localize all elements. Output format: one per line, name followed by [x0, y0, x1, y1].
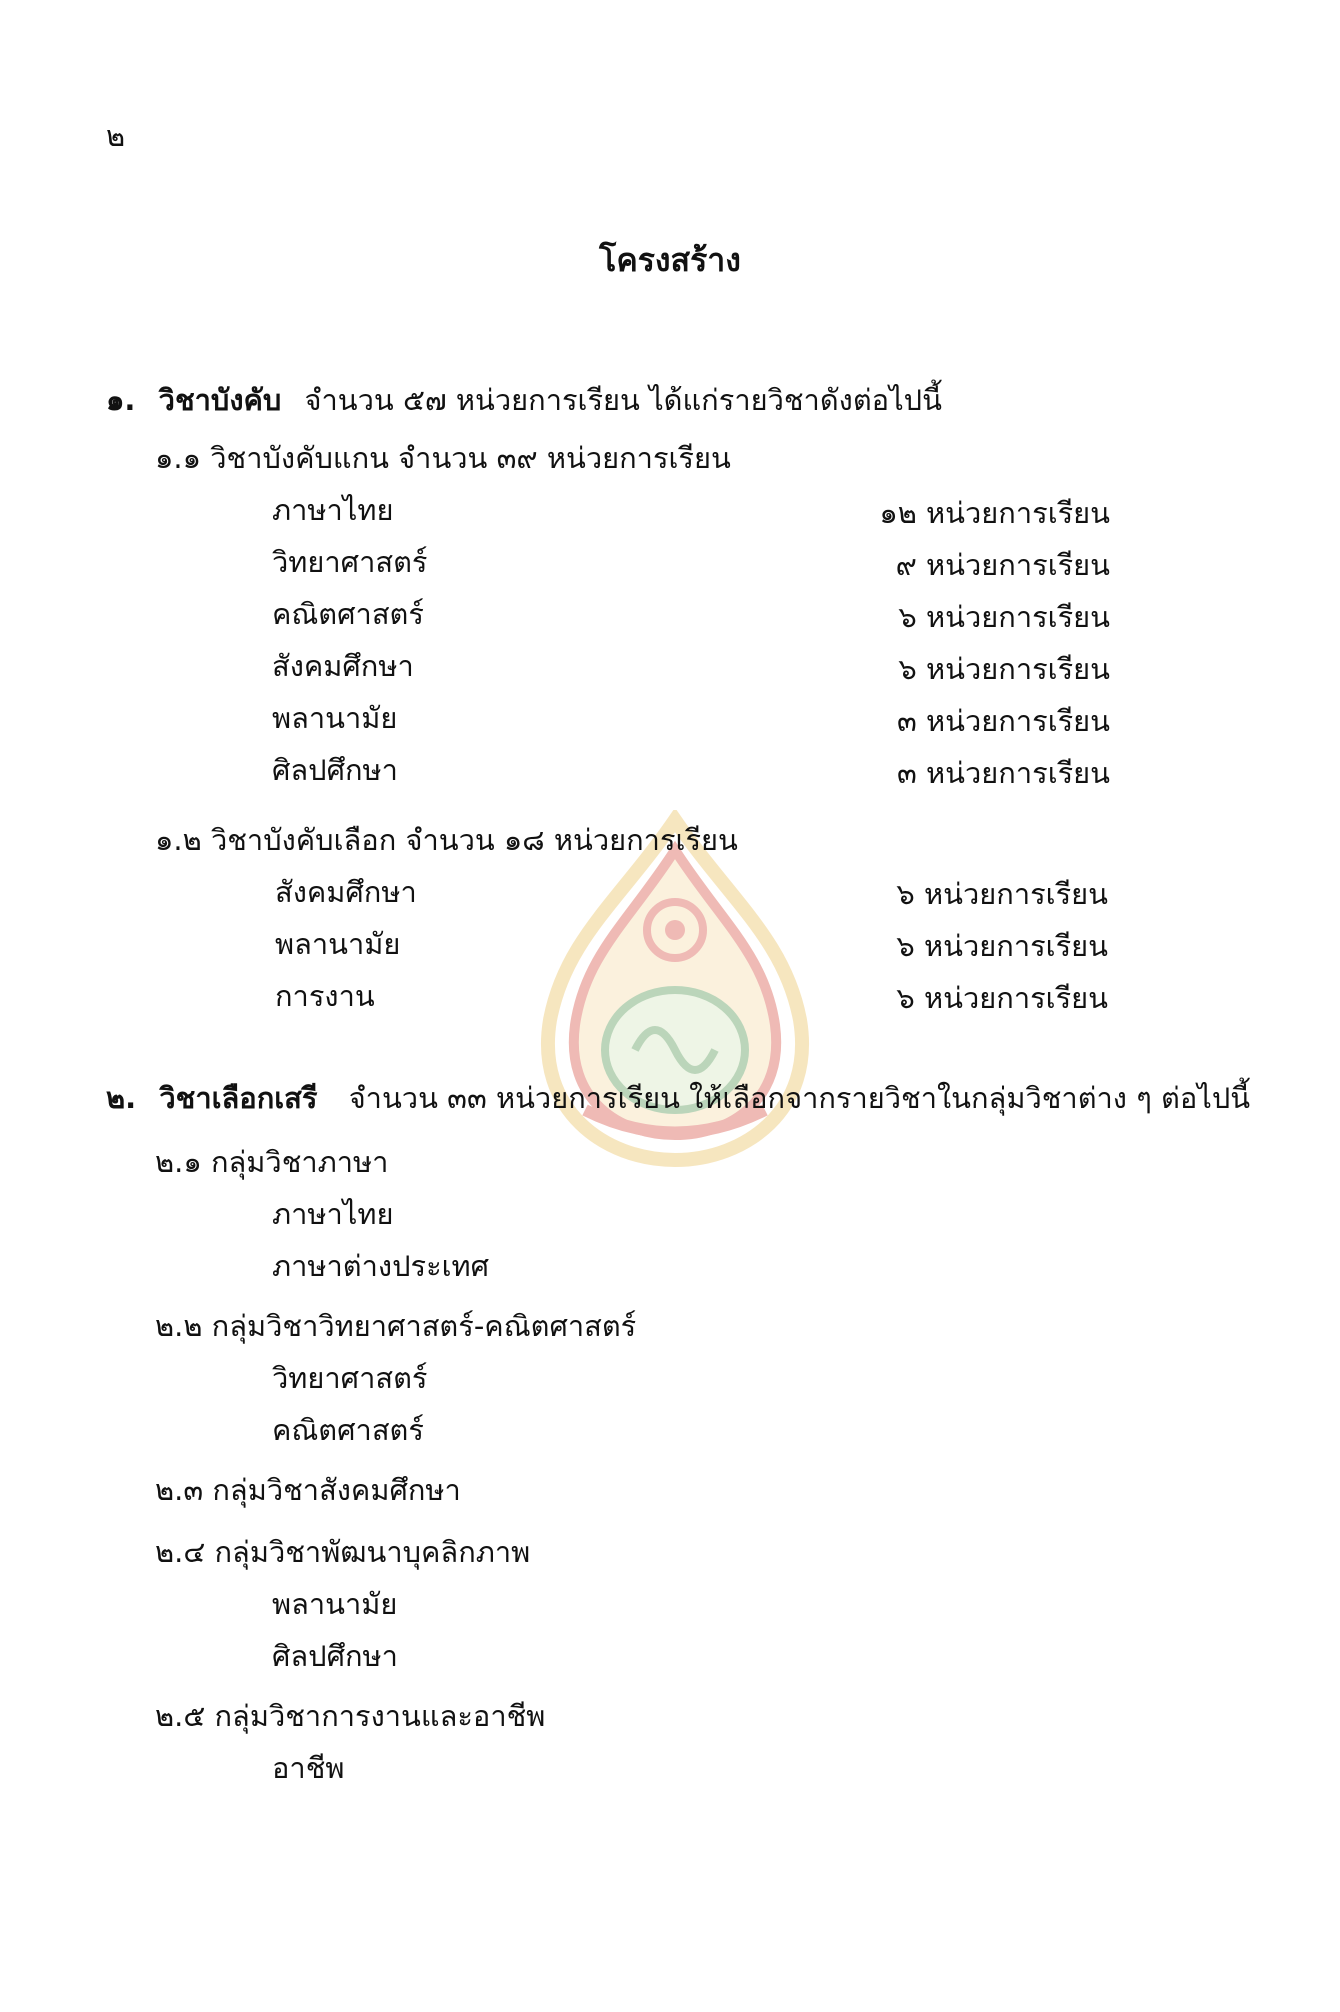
group-item: วิทยาศาสตร์	[272, 1361, 428, 1395]
subject-units: ๖ หน่วยการเรียน	[898, 600, 1110, 634]
section2-number: ๒.	[106, 1081, 137, 1115]
section1-number: ๑.	[106, 383, 136, 417]
subject-units: ๖ หน่วยการเรียน	[896, 981, 1108, 1015]
subject-units: ๖ หน่วยการเรียน	[898, 652, 1110, 686]
subject-name: พลานามัย	[275, 927, 401, 961]
subject-units: ๖ หน่วยการเรียน	[896, 877, 1108, 911]
subject-name: การงาน	[275, 979, 375, 1013]
subject-name: คณิตศาสตร์	[272, 597, 424, 631]
group-item: อาชีพ	[272, 1751, 345, 1785]
subject-units: ๙ หน่วยการเรียน	[895, 548, 1110, 582]
subject-units: ๓ หน่วยการเรียน	[897, 756, 1110, 790]
group-item: ศิลปศึกษา	[272, 1639, 398, 1673]
group-title: ๒.๕ กลุ่มวิชาการงานและอาชีพ	[155, 1699, 546, 1733]
group-item: ภาษาไทย	[272, 1197, 394, 1231]
subject-units: ๑๒ หน่วยการเรียน	[879, 496, 1110, 530]
section2-heading: วิชาเลือกเสรี	[159, 1081, 318, 1115]
group-item: ภาษาต่างประเทศ	[272, 1249, 490, 1283]
section1-description: จำนวน ๕๗ หน่วยการเรียน ได้แก่รายวิชาดังต่อไปนี้	[304, 383, 942, 417]
section2-heading-line	[106, 1081, 1251, 1115]
subject-name: พลานามัย	[272, 701, 398, 735]
subject-name: สังคมศึกษา	[275, 875, 417, 909]
subject-name: วิทยาศาสตร์	[272, 545, 428, 579]
group-title: ๒.๒ กลุ่มวิชาวิทยาศาสตร์-คณิตศาสตร์	[155, 1309, 637, 1343]
section1-heading: วิชาบังคับ	[158, 383, 282, 417]
group-item: พลานามัย	[272, 1587, 398, 1621]
section2-description: จำนวน ๓๓ หน่วยการเรียน ให้เลือกจากรายวิชาในกลุ่มวิชาต่าง ๆ ต่อไปนี้	[348, 1081, 1251, 1115]
group-title: ๒.๑ กลุ่มวิชาภาษา	[155, 1145, 389, 1179]
group-item: คณิตศาสตร์	[272, 1413, 424, 1447]
subject-name: สังคมศึกษา	[272, 649, 414, 683]
section1-heading-line	[106, 383, 942, 417]
group-title: ๒.๓ กลุ่มวิชาสังคมศึกษา	[155, 1473, 461, 1507]
subject-name: ศิลปศึกษา	[272, 753, 398, 787]
subject-units: ๖ หน่วยการเรียน	[896, 929, 1108, 963]
section1-sub1-title: ๑.๑ วิชาบังคับแกน จำนวน ๓๙ หน่วยการเรียน	[155, 441, 731, 475]
page-title: โครงสร้าง	[599, 241, 741, 279]
section1-sub2-title: ๑.๒ วิชาบังคับเลือก จำนวน ๑๘ หน่วยการเรียน	[155, 823, 738, 857]
subject-units: ๓ หน่วยการเรียน	[897, 704, 1110, 738]
subject-name: ภาษาไทย	[272, 493, 394, 527]
page-number: ๒	[106, 119, 126, 153]
group-title: ๒.๔ กลุ่มวิชาพัฒนาบุคลิกภาพ	[155, 1535, 531, 1569]
